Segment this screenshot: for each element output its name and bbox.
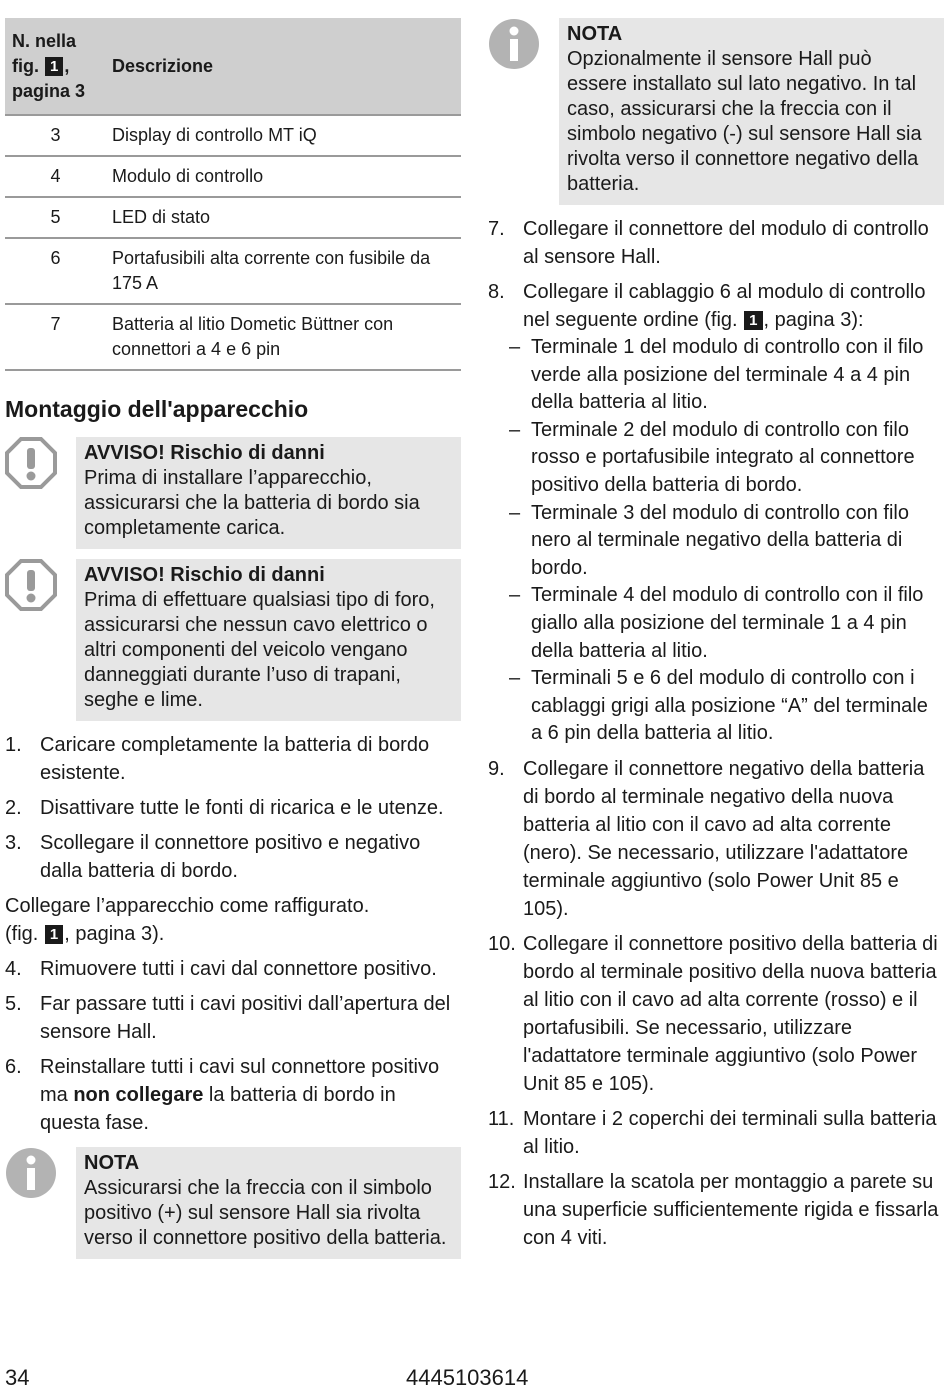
- right-column: [488, 18, 944, 1259]
- step-number: 3.: [5, 832, 22, 854]
- table-header-num: [5, 18, 106, 115]
- step-number: 1.: [5, 734, 22, 756]
- step-number: 11.: [488, 1107, 515, 1130]
- list-item: [488, 582, 944, 665]
- list-item: [488, 1168, 944, 1252]
- warning-text: Prima di effettuare qualsiasi tipo di foro, assicurarsi che nessun cavo elettrico o altri componenti del veicolo vengano danneggiati durante l’uso di trapani, seghe e lime.: [84, 589, 435, 711]
- step-number: 12.: [488, 1170, 516, 1193]
- note-text: Assicurarsi che la freccia con il simbolo positivo (+) sul sensore Hall sia rivolta verso il connettore positivo della batteria.: [84, 1177, 447, 1249]
- document-code: 4445103614: [406, 1365, 529, 1390]
- step-number: 10.: [488, 932, 516, 955]
- connect-fig-pre: (fig.: [5, 923, 39, 945]
- page-number: 34: [5, 1365, 30, 1390]
- step-text: Rimuovere tutti i cavi dal connettore positivo.: [40, 958, 437, 980]
- dash-bullet: –: [509, 501, 521, 524]
- step-text: Reinstallare tutti i cavi sul connettore positivo ma: [40, 1056, 440, 1106]
- header-num-line1: N. nella: [12, 30, 77, 51]
- header-num-page: pagina 3: [12, 80, 86, 101]
- note-body: [76, 1147, 461, 1259]
- list-item: [488, 930, 944, 1098]
- steps-list: [488, 755, 944, 1252]
- step-text: Collegare il connettore negativo della batteria di bordo al terminale negativo della nuova batteria al litio con il cavo ad alta corrente (nero). Se necessario, utilizzare l'adattatore terminale aggiuntivo (solo Power Unit 85 e 105).: [523, 757, 925, 920]
- list-item: [5, 731, 461, 787]
- step-number: 5.: [5, 993, 22, 1015]
- step-number: 8.: [488, 281, 505, 303]
- step-number: 7.: [488, 218, 505, 240]
- note-notice: [5, 1147, 461, 1259]
- left-column: [5, 18, 461, 1269]
- list-item: [488, 334, 944, 417]
- step-text: Disattivare tutte le fonti di ricarica e le utenze.: [40, 797, 444, 819]
- table-cell-num: 4: [5, 156, 106, 197]
- list-item: [5, 794, 461, 822]
- connect-paragraph: [5, 892, 461, 948]
- note-notice: [488, 18, 944, 205]
- dash-bullet: –: [509, 418, 521, 441]
- steps-list: [5, 955, 461, 1137]
- steps-list: [488, 215, 944, 334]
- note-heading: NOTA: [84, 1152, 140, 1174]
- note-heading: NOTA: [567, 23, 623, 45]
- step-text: Collegare il connettore del modulo di controllo al sensore Hall.: [523, 218, 929, 268]
- table-row: [5, 197, 461, 238]
- step-text-bold: non collegare: [73, 1084, 204, 1106]
- table-row: [5, 156, 461, 197]
- step-text: Caricare completamente la batteria di bordo esistente.: [40, 734, 430, 784]
- subitem-text: Terminali 5 e 6 del modulo di controllo con i cablaggi grigi alla posizione “A” del terminale a 6 pin della batteria al litio.: [531, 667, 928, 745]
- info-circle-icon: [5, 1147, 76, 1259]
- table-cell-desc: Portafusibili alta corrente con fusibile da 175 A: [106, 238, 461, 304]
- subitem-text: Terminale 1 del modulo di controllo con il filo verde alla posizione del terminale 4 a 4 pin della batteria al litio.: [531, 336, 924, 414]
- warning-body: [76, 559, 461, 721]
- figure-ref-badge: 1: [744, 311, 762, 330]
- step-text: Installare la scatola per montaggio a parete su una superficie sufficientemente rigida e fissarla con 4 viti.: [523, 1170, 939, 1249]
- table-cell-desc: Batteria al litio Dometic Büttner con connettori a 4 e 6 pin: [106, 304, 461, 370]
- dash-bullet: –: [509, 584, 521, 607]
- header-num-fig-label: fig.: [12, 55, 39, 76]
- list-item: [5, 955, 461, 983]
- parts-table: [5, 18, 461, 371]
- list-item: [488, 1105, 944, 1161]
- connect-line1: Collegare l’apparecchio come raffigurato.: [5, 895, 370, 917]
- list-item: [488, 755, 944, 923]
- table-cell-desc: LED di stato: [106, 197, 461, 238]
- table-header-desc: Descrizione: [106, 18, 461, 115]
- section-title: Montaggio dell'apparecchio: [5, 396, 309, 422]
- list-item: [488, 417, 944, 500]
- table-cell-num: 5: [5, 197, 106, 238]
- wiring-sublist: [488, 334, 944, 748]
- dash-bullet: –: [509, 667, 521, 690]
- info-circle-icon: [488, 18, 559, 205]
- step-text: , pagina 3):: [763, 309, 864, 331]
- table-cell-num: 3: [5, 115, 106, 156]
- step-number: 4.: [5, 958, 22, 980]
- step-text: Collegare il connettore positivo della batteria di bordo al terminale positivo della nuova batteria al litio con il cavo ad alta corrente (rosso) e il portafusibili. Se necessario, utilizzare l'adattatore terminale aggiuntivo (solo Power Unit 85 e 105).: [523, 932, 938, 1095]
- header-num-comma: ,: [64, 55, 70, 76]
- warning-text: Prima di installare l’apparecchio, assicurarsi che la batteria di bordo sia completamente carica.: [84, 467, 420, 539]
- list-item: [5, 829, 461, 885]
- table-cell-desc: Display di controllo MT iQ: [106, 115, 461, 156]
- step-number: 2.: [5, 797, 22, 819]
- warning-notice: [5, 437, 461, 549]
- table-row: [5, 304, 461, 370]
- step-text: Collegare il cablaggio 6 al modulo di controllo nel seguente ordine (fig.: [523, 281, 926, 331]
- table-cell-num: 7: [5, 304, 106, 370]
- subitem-text: Terminale 2 del modulo di controllo con filo rosso e portafusibile integrato al connettore positivo della batteria di bordo.: [531, 418, 915, 496]
- step-number: 9.: [488, 757, 505, 780]
- table-cell-num: 6: [5, 238, 106, 304]
- step-text: Scollegare il connettore positivo e negativo dalla batteria di bordo.: [40, 832, 421, 882]
- warning-heading: AVVISO! Rischio di danni: [84, 442, 325, 464]
- step-text: la batteria di bordo in questa fase.: [40, 1084, 396, 1134]
- exclamation-octagon-icon: [5, 437, 76, 549]
- subitem-text: Terminale 4 del modulo di controllo con il filo giallo alla posizione del terminale 1 a 4 pin della batteria al litio.: [531, 584, 924, 662]
- table-row: [5, 238, 461, 304]
- table-row: [5, 115, 461, 156]
- table-cell-desc: Modulo di controllo: [106, 156, 461, 197]
- exclamation-octagon-icon: [5, 559, 76, 721]
- list-item: [5, 990, 461, 1046]
- list-item: [488, 665, 944, 748]
- dash-bullet: –: [509, 336, 521, 358]
- connect-fig-post: , pagina 3).: [64, 923, 165, 945]
- list-item: [488, 215, 944, 271]
- figure-ref-badge: 1: [45, 925, 63, 944]
- note-text: Opzionalmente il sensore Hall può essere installato sul lato negativo. In tal caso, assicurarsi che la freccia con il simbolo negativo (-) sul sensore Hall sia rivolta verso il connettore negativo della batteria.: [567, 48, 922, 195]
- steps-list: [5, 731, 461, 885]
- warning-heading: AVVISO! Rischio di danni: [84, 564, 325, 586]
- note-body: [559, 18, 944, 205]
- figure-ref-badge: 1: [45, 57, 63, 76]
- list-item: [5, 1053, 461, 1137]
- subitem-text: Terminale 3 del modulo di controllo con filo nero al terminale negativo della batteria di bordo.: [531, 501, 909, 579]
- list-item: [488, 278, 944, 334]
- list-item: [488, 500, 944, 583]
- warning-notice: [5, 559, 461, 721]
- step-text: Montare i 2 coperchi dei terminali sulla batteria al litio.: [523, 1107, 937, 1158]
- table-header-row: [5, 18, 461, 115]
- step-number: 6.: [5, 1056, 22, 1078]
- step-text: Far passare tutti i cavi positivi dall’apertura del sensore Hall.: [40, 993, 451, 1043]
- warning-body: [76, 437, 461, 549]
